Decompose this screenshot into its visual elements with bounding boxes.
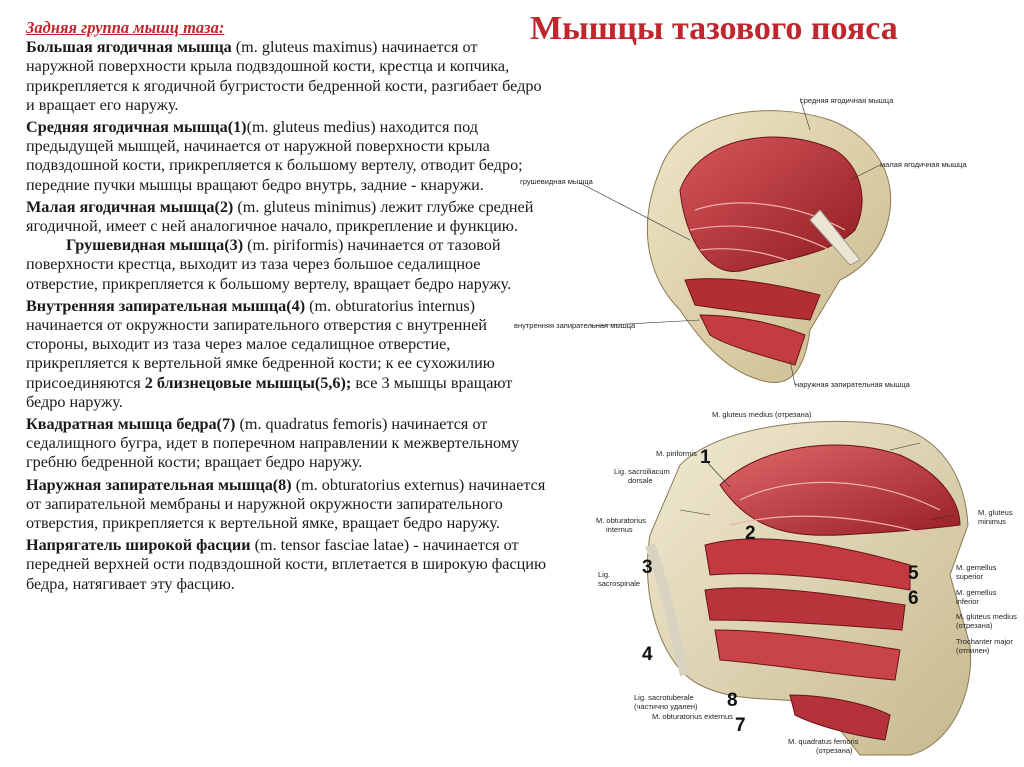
label-lig-sacrotuberale-2: (частично удален) [634, 702, 698, 711]
label-obturator-internus: M. obturatorius [596, 516, 647, 525]
muscle-description: (m. obturatorius internus) начинается от окружности запирательного отверстия с внутренней стороны, выходит из таза через малое седалищное отверстие, прикрепляется к вертельной ямке бедренной кости; к ее сухожилию присоединяются [26, 296, 495, 392]
muscle-name-gemelli: 2 близнецовые мышцы(5,6); [144, 373, 352, 392]
label-gluteus-minimus: M. gluteus [978, 508, 1013, 517]
label-gemellus-inferior-2: inferior [956, 597, 979, 606]
marker-4: 4 [642, 644, 653, 665]
muscle-description: все 3 мышцы вращают бедро наружу. [26, 373, 513, 411]
marker-5: 5 [908, 563, 919, 584]
label-gemellus-superior: M. gemellus [956, 563, 997, 572]
muscle-description: (m. quadratus femoris) начинается от седалищного бугра, идет в поперечном направлении к межвертельному гребню бедренной кости; вращает бедро наружу. [26, 415, 520, 472]
label-obturator-externus: наружная запирательная мышца [795, 380, 910, 389]
label-piriformis: M. piriformis [656, 449, 697, 458]
label-gluteus-medius-cut: M. gluteus medius (отрезана) [712, 410, 812, 419]
paragraph-obturator-externus [26, 476, 548, 534]
muscle-name: Малая ягодичная мышца(2) [26, 197, 234, 216]
label-trochanter-major: Trochanter major [956, 637, 1013, 646]
paragraph-gluteus-medius [26, 118, 548, 195]
muscle-name: Большая ягодичная мышца [26, 38, 232, 57]
section-heading: Задняя группа мышц таза: [26, 18, 225, 37]
paragraph-quadratus-femoris [26, 415, 548, 473]
muscle-name-piriformis: Грушевидная мышца(3) [66, 236, 244, 255]
label-obturator-externus: M. obturatorius externus [652, 712, 733, 721]
muscle-description: (m. tensor fasciae latae) - начинается от передней верхней ости подвздошной кости, вплетается в широкую фасцию бедра, натягивает эту фасцию. [26, 536, 547, 593]
marker-2: 2 [745, 523, 756, 544]
muscle-name: Напрягатель широкой фасции [26, 536, 251, 555]
paragraph-gluteus-minimus [26, 198, 548, 294]
muscle-name: Средняя ягодичная мышца(1) [26, 118, 247, 137]
label-gluteus-medius-cut-right-2: (отрезана) [956, 621, 993, 630]
label-gluteus-minimus: малая ягодичная мышца [880, 160, 967, 169]
marker-8: 8 [727, 690, 738, 711]
label-quadratus-femoris-2: (отрезана) [816, 746, 853, 755]
muscle-name: Внутренняя запирательная мышца(4) [26, 296, 306, 315]
marker-7: 7 [735, 715, 746, 736]
label-lig-sacroiliacum-2: dorsale [628, 476, 653, 485]
marker-3: 3 [642, 557, 653, 578]
label-quadratus-femoris: M. quadratus femoris [788, 737, 859, 746]
pelvis-deep-muscles-illustration [590, 405, 1024, 765]
figure-bottom-pelvis [590, 405, 1024, 765]
label-lig-sacrospinale: Lig. [598, 570, 611, 579]
label-piriformis: грушевидная мышца [520, 177, 593, 186]
pelvis-muscles-illustration [510, 80, 950, 400]
label-lig-sacroiliacum: Lig. sacroiliacum [614, 467, 670, 476]
label-gemellus-inferior: M. gemellus [956, 588, 997, 597]
label-gemellus-superior-2: superior [956, 572, 984, 581]
muscle-description: (m. obturatorius externus) начинается от запирательной мембраны и наружной окружности запирательного отверстия, прикрепляется к вертельной ямке, вращает бедро наружу. [26, 475, 546, 533]
marker-6: 6 [908, 588, 919, 609]
slide-title: Мышцы тазового пояса [530, 10, 898, 47]
muscle-description: (m. piriformis) начинается от тазовой поверхности крестца, выходит из таза через большое седалищное отверстие, прикрепляется к большому вертелу, вращает бедро наружу. [26, 236, 512, 293]
paragraph-obturator-internus [26, 297, 548, 412]
muscle-name: Наружная запирательная мышца(8) [26, 475, 292, 494]
paragraph-tensor-fasciae [26, 536, 548, 594]
figure-top-pelvis [510, 80, 967, 400]
label-gluteus-minimus-2: minimus [978, 517, 1006, 526]
muscle-description: (m. gluteus medius) находится под предыдущей мышцей, начинается от наружной поверхности крыла подвздошной кости, прикрепляется к большому вертелу, отводит бедро; передние пучки мышцы вращают бедро внутрь, задние - кнаружи. [26, 118, 523, 194]
marker-1: 1 [700, 447, 711, 468]
label-lig-sacrotuberale: Lig. sacrotuberale [634, 693, 694, 702]
label-obturator-internus: внутренняя запирательная мышца [514, 321, 636, 330]
label-gluteus-medius-cut-right: M. gluteus medius [956, 612, 1017, 621]
muscle-name: Квадратная мышца бедра(7) [26, 415, 236, 434]
label-lig-sacrospinale-2: sacrospinale [598, 579, 641, 588]
label-obturator-internus-2: internus [606, 525, 633, 534]
muscle-description: (m. gluteus maximus) начинается от наружной поверхности крыла подвздошной кости, крестца и копчика, прикрепляется к ягодичной бугристости бедренной кости, разгибает бедро и вращает его наружу. [26, 38, 542, 114]
muscle-description: (m. gluteus minimus) лежит глубже средней ягодичной, имеет с ней аналогичное начало, прикрепление и функцию. [26, 197, 534, 236]
label-trochanter-major-2: (отпилен) [956, 646, 990, 655]
label-gluteus-medius: средняя ягодичная мышца [800, 96, 894, 105]
paragraph-gluteus-maximus [26, 38, 548, 115]
text-column [26, 18, 548, 597]
